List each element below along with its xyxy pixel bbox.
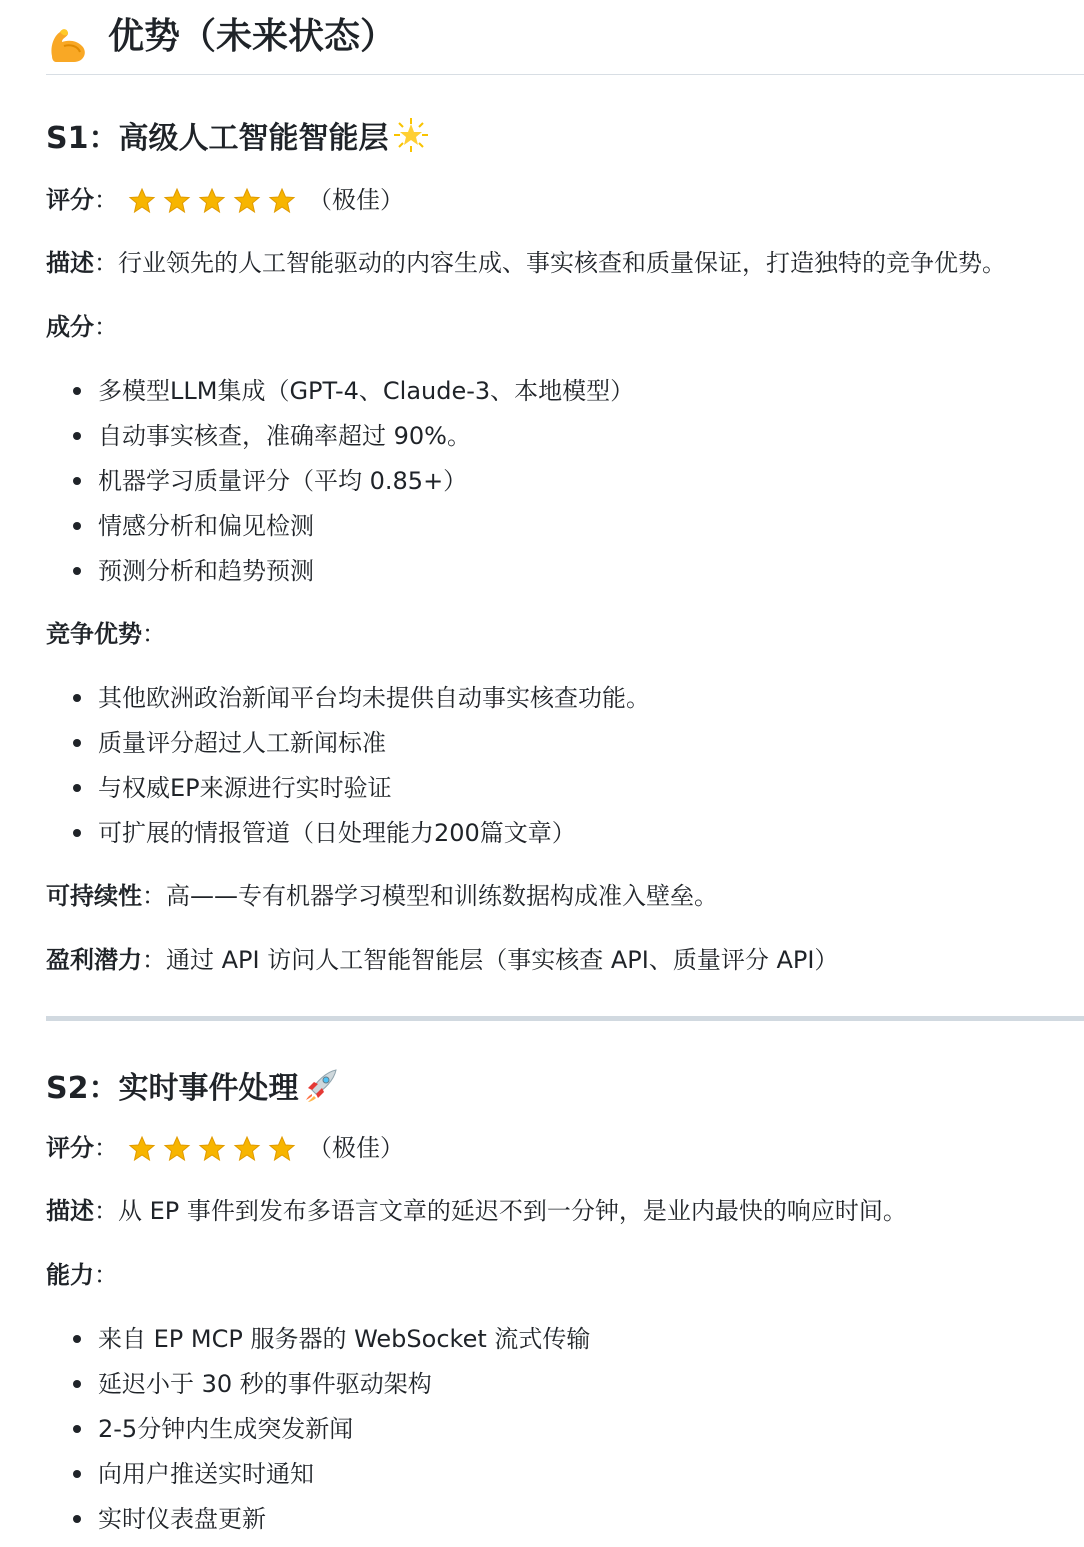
page-title — [46, 0, 1084, 75]
list-item: 预测分析和趋势预测 — [46, 554, 634, 599]
label-colon: ： — [94, 1134, 118, 1162]
star-icon — [198, 1135, 226, 1163]
description-text: 行业领先的人工智能驱动的内容生成、事实核查和质量保证，打造独特的竞争优势。 — [118, 249, 1006, 277]
label-colon: ： — [142, 882, 166, 910]
label-colon: ： — [94, 1261, 118, 1289]
sustainability-row — [46, 879, 718, 913]
rating-stars — [128, 187, 296, 215]
advantage-label: 竞争优势 — [46, 620, 142, 648]
list-item: 与权威EP来源进行实时验证 — [46, 771, 650, 816]
advantages-list — [46, 681, 650, 861]
document-page — [46, 0, 1084, 1533]
glowing-star-icon — [392, 116, 430, 154]
rating-label: 评分 — [46, 186, 94, 214]
rating-label: 评分 — [46, 1134, 94, 1162]
rocket-icon — [302, 1066, 340, 1104]
monetization-label: 盈利潜力 — [46, 946, 142, 974]
monetization-text: 通过 API 访问人工智能智能层（事实核查 API、质量评分 API） — [166, 946, 839, 974]
rating-text: （极佳） — [308, 186, 404, 214]
star-icon — [268, 1135, 296, 1163]
section-heading-s1 — [46, 110, 430, 160]
star-icon — [128, 1135, 156, 1163]
list-item: 情感分析和偏见检测 — [46, 509, 634, 554]
components-label: 成分 — [46, 313, 94, 341]
description-label: 描述 — [46, 1197, 94, 1225]
list-item: 质量评分超过人工新闻标准 — [46, 726, 650, 771]
list-item: 其他欧洲政治新闻平台均未提供自动事实核查功能。 — [46, 681, 650, 726]
list-item: 可扩展的情报管道（日处理能力200篇文章） — [46, 816, 650, 861]
star-icon — [233, 187, 261, 215]
description-text: 从 EP 事件到发布多语言文章的延迟不到一分钟，是业内最快的响应时间。 — [118, 1197, 907, 1225]
capabilities-label: 能力 — [46, 1261, 94, 1289]
label-colon: ： — [142, 946, 166, 974]
section-heading-text: S2：实时事件处理 — [46, 1071, 299, 1106]
flexed-biceps-icon — [46, 15, 90, 59]
star-icon — [163, 1135, 191, 1163]
list-item: 多模型LLM集成（GPT-4、Claude-3、本地模型） — [46, 374, 634, 419]
label-colon: ： — [94, 1197, 118, 1225]
list-item: 来自 EP MCP 服务器的 WebSocket 流式传输 — [46, 1322, 590, 1367]
star-icon — [163, 187, 191, 215]
list-item: 机器学习质量评分（平均 0.85+） — [46, 464, 634, 509]
star-icon — [233, 1135, 261, 1163]
sustainability-label: 可持续性 — [46, 882, 142, 910]
list-item: 向用户推送实时通知 — [46, 1457, 590, 1502]
advantage-heading — [46, 617, 166, 651]
description-label: 描述 — [46, 249, 94, 277]
section-heading-text: S1：高级人工智能智能层 — [46, 121, 389, 156]
rating-row-s2 — [46, 1131, 404, 1165]
section-divider — [46, 1016, 1084, 1021]
label-colon: ： — [94, 249, 118, 277]
capabilities-list — [46, 1322, 590, 1547]
rating-text: （极佳） — [308, 1134, 404, 1162]
list-item: 实时仪表盘更新 — [46, 1502, 590, 1547]
star-icon — [198, 187, 226, 215]
star-icon — [268, 187, 296, 215]
rating-row-s1 — [46, 183, 404, 217]
label-colon: ： — [142, 620, 166, 648]
monetization-row — [46, 943, 838, 977]
components-list — [46, 374, 634, 599]
rating-stars — [128, 1135, 296, 1163]
components-heading — [46, 310, 118, 344]
capabilities-heading — [46, 1258, 118, 1292]
description-row-s1 — [46, 246, 1006, 280]
list-item: 自动事实核查，准确率超过 90%。 — [46, 419, 634, 464]
page-title-text: 优势（未来状态） — [108, 16, 397, 57]
label-colon: ： — [94, 186, 118, 214]
section-heading-s2 — [46, 1060, 340, 1110]
star-icon — [128, 187, 156, 215]
sustainability-text: 高——专有机器学习模型和训练数据构成准入壁垒。 — [166, 882, 718, 910]
list-item: 延迟小于 30 秒的事件驱动架构 — [46, 1367, 590, 1412]
label-colon: ： — [94, 313, 118, 341]
list-item: 2-5分钟内生成突发新闻 — [46, 1412, 590, 1457]
description-row-s2 — [46, 1194, 907, 1228]
